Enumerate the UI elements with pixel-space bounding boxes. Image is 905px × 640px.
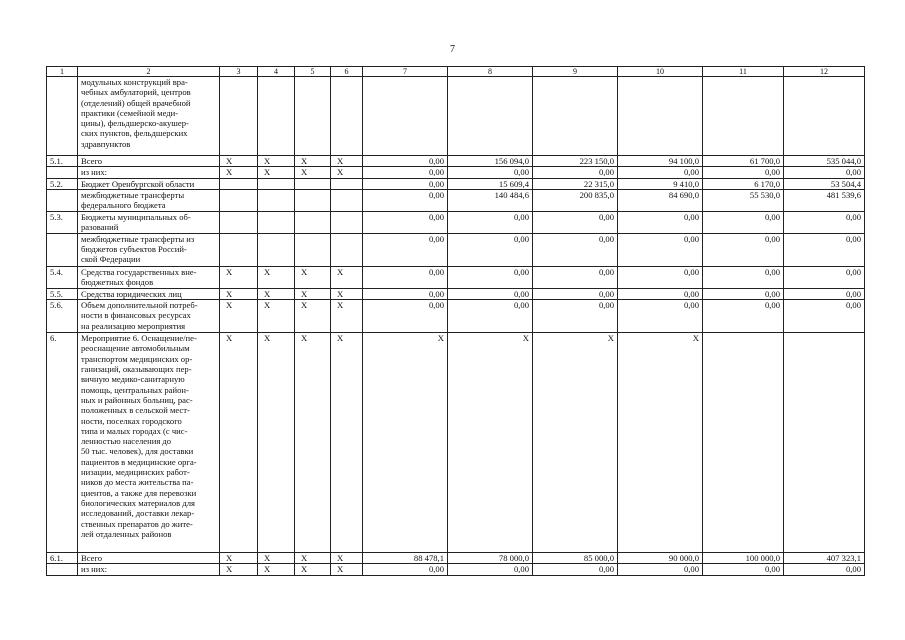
value-cell: 0,00 xyxy=(784,564,865,575)
value-cell: 0,00 xyxy=(363,178,448,189)
value-cell xyxy=(703,77,784,156)
value-cell: 85 000,0 xyxy=(533,553,618,564)
value-cell: 0,00 xyxy=(703,300,784,333)
row-number xyxy=(47,564,78,575)
mark-cell: X xyxy=(220,300,258,333)
value-cell: 0,00 xyxy=(363,156,448,167)
mark-cell xyxy=(331,233,363,266)
column-number: 4 xyxy=(258,67,295,77)
mark-cell: X xyxy=(295,288,331,299)
column-number: 11 xyxy=(703,67,784,77)
row-description: межбюджетные трансферты федерального бюджета xyxy=(78,189,220,211)
value-cell: X xyxy=(618,333,703,553)
value-cell xyxy=(363,77,448,156)
value-cell: 0,00 xyxy=(784,167,865,178)
value-cell: 0,00 xyxy=(703,167,784,178)
column-number: 5 xyxy=(295,67,331,77)
mark-cell: X xyxy=(258,553,295,564)
mark-cell: X xyxy=(220,288,258,299)
table-row xyxy=(47,178,865,189)
mark-cell: X xyxy=(220,156,258,167)
value-cell: 15 609,4 xyxy=(448,178,533,189)
mark-cell: X xyxy=(258,167,295,178)
table-row xyxy=(47,233,865,266)
value-cell: 0,00 xyxy=(448,266,533,288)
row-description: Всего xyxy=(78,156,220,167)
column-number: 1 xyxy=(47,67,78,77)
mark-cell xyxy=(220,178,258,189)
value-cell: 0,00 xyxy=(363,167,448,178)
row-number: 5.1. xyxy=(47,156,78,167)
row-number xyxy=(47,233,78,266)
mark-cell xyxy=(258,77,295,156)
value-cell: 0,00 xyxy=(363,564,448,575)
value-cell: 88 478,1 xyxy=(363,553,448,564)
table-row xyxy=(47,189,865,211)
value-cell: 0,00 xyxy=(784,233,865,266)
mark-cell: X xyxy=(295,564,331,575)
table-row xyxy=(47,167,865,178)
mark-cell xyxy=(331,189,363,211)
row-number: 6.1. xyxy=(47,553,78,564)
mark-cell xyxy=(220,233,258,266)
mark-cell: X xyxy=(295,553,331,564)
value-cell: 94 100,0 xyxy=(618,156,703,167)
value-cell: 0,00 xyxy=(784,266,865,288)
value-cell: 0,00 xyxy=(703,266,784,288)
value-cell: 0,00 xyxy=(533,233,618,266)
mark-cell xyxy=(220,77,258,156)
mark-cell: X xyxy=(258,564,295,575)
column-number: 10 xyxy=(618,67,703,77)
mark-cell: X xyxy=(295,266,331,288)
value-cell: 0,00 xyxy=(533,266,618,288)
value-cell: 0,00 xyxy=(618,288,703,299)
value-cell: 140 484,6 xyxy=(448,189,533,211)
mark-cell: X xyxy=(331,167,363,178)
mark-cell: X xyxy=(331,266,363,288)
value-cell: X xyxy=(448,333,533,553)
mark-cell: X xyxy=(220,266,258,288)
table-row xyxy=(47,553,865,564)
value-cell: 0,00 xyxy=(363,211,448,233)
value-cell xyxy=(533,77,618,156)
row-number: 6. xyxy=(47,333,78,553)
mark-cell xyxy=(295,233,331,266)
mark-cell xyxy=(295,77,331,156)
value-cell: 0,00 xyxy=(703,564,784,575)
value-cell: 84 690,0 xyxy=(618,189,703,211)
mark-cell: X xyxy=(331,333,363,553)
value-cell: 0,00 xyxy=(533,211,618,233)
mark-cell: X xyxy=(258,156,295,167)
value-cell: 0,00 xyxy=(618,233,703,266)
value-cell: 223 150,0 xyxy=(533,156,618,167)
value-cell: 0,00 xyxy=(533,288,618,299)
mark-cell: X xyxy=(258,266,295,288)
value-cell: 9 410,0 xyxy=(618,178,703,189)
column-number: 12 xyxy=(784,67,865,77)
mark-cell xyxy=(295,178,331,189)
value-cell: 0,00 xyxy=(448,564,533,575)
value-cell xyxy=(784,77,865,156)
mark-cell: X xyxy=(220,564,258,575)
value-cell xyxy=(448,77,533,156)
value-cell: 78 000,0 xyxy=(448,553,533,564)
budget-table xyxy=(46,66,865,576)
value-cell: 0,00 xyxy=(533,300,618,333)
row-number xyxy=(47,77,78,156)
row-description: Бюджет Оренбургской области xyxy=(78,178,220,189)
mark-cell xyxy=(258,178,295,189)
value-cell: 55 530,0 xyxy=(703,189,784,211)
mark-cell: X xyxy=(220,333,258,553)
value-cell: 0,00 xyxy=(363,288,448,299)
table-row xyxy=(47,300,865,333)
row-description: Бюджеты муниципальных об- разований xyxy=(78,211,220,233)
row-description: Средства юридических лиц xyxy=(78,288,220,299)
row-description: Средства государственных вне- бюджетных фондов xyxy=(78,266,220,288)
value-cell: 100 000,0 xyxy=(703,553,784,564)
mark-cell: X xyxy=(331,156,363,167)
mark-cell: X xyxy=(220,553,258,564)
value-cell: 0,00 xyxy=(618,266,703,288)
value-cell: 0,00 xyxy=(363,189,448,211)
column-number: 2 xyxy=(78,67,220,77)
table-row xyxy=(47,77,865,156)
value-cell xyxy=(784,333,865,553)
mark-cell xyxy=(331,77,363,156)
value-cell: 22 315,0 xyxy=(533,178,618,189)
mark-cell: X xyxy=(220,167,258,178)
row-number xyxy=(47,189,78,211)
value-cell: 0,00 xyxy=(363,233,448,266)
mark-cell: X xyxy=(258,333,295,553)
mark-cell xyxy=(331,178,363,189)
value-cell xyxy=(618,77,703,156)
row-description: Мероприятие 6. Оснащение/пе- реоснащение автомобильным транспортом медицинских ор- ганизаций, оказывающих пер- вичную медико-санитарную помощь, центральных район- ных и районных больниц, рас- положенных в сельской мест- ности, поселках городского типа и малых городах (с чис- ленностью населения до 50 тыс. человек), для доставки пациентов в медицинские орга- низации, медицинских работ- ников до места жительства па- циентов, а также для перевозки биологических материалов для исследований, доставки лекар- ственных препаратов до жите- лей отдаленных районов xyxy=(78,333,220,553)
mark-cell: X xyxy=(295,156,331,167)
value-cell: 0,00 xyxy=(703,211,784,233)
row-description: из них: xyxy=(78,564,220,575)
value-cell: 0,00 xyxy=(448,233,533,266)
page-number: 7 xyxy=(450,44,455,55)
value-cell: 6 170,0 xyxy=(703,178,784,189)
value-cell: 0,00 xyxy=(448,167,533,178)
mark-cell: X xyxy=(331,288,363,299)
mark-cell xyxy=(331,211,363,233)
value-cell: 0,00 xyxy=(533,564,618,575)
row-description: Объем дополнительной потреб- ности в финансовых ресурсах на реализацию мероприятия xyxy=(78,300,220,333)
mark-cell: X xyxy=(295,300,331,333)
value-cell: 535 044,0 xyxy=(784,156,865,167)
value-cell: 0,00 xyxy=(618,300,703,333)
value-cell: X xyxy=(363,333,448,553)
value-cell: 0,00 xyxy=(784,288,865,299)
mark-cell xyxy=(295,211,331,233)
value-cell: 0,00 xyxy=(363,266,448,288)
mark-cell: X xyxy=(295,333,331,553)
table-row xyxy=(47,266,865,288)
row-number: 5.3. xyxy=(47,211,78,233)
table-row xyxy=(47,564,865,575)
value-cell: 0,00 xyxy=(784,300,865,333)
table-row xyxy=(47,156,865,167)
column-number: 8 xyxy=(448,67,533,77)
value-cell: X xyxy=(533,333,618,553)
row-number xyxy=(47,167,78,178)
row-number: 5.4. xyxy=(47,266,78,288)
mark-cell: X xyxy=(258,288,295,299)
value-cell xyxy=(703,333,784,553)
row-description: межбюджетные трансферты из бюджетов субъектов Россий- ской Федерации xyxy=(78,233,220,266)
value-cell: 61 700,0 xyxy=(703,156,784,167)
column-number: 3 xyxy=(220,67,258,77)
value-cell: 0,00 xyxy=(363,300,448,333)
mark-cell: X xyxy=(331,553,363,564)
column-number: 9 xyxy=(533,67,618,77)
column-number: 7 xyxy=(363,67,448,77)
column-number: 6 xyxy=(331,67,363,77)
value-cell: 481 539,6 xyxy=(784,189,865,211)
row-description: из них: xyxy=(78,167,220,178)
value-cell: 0,00 xyxy=(533,167,618,178)
value-cell: 0,00 xyxy=(703,288,784,299)
mark-cell xyxy=(258,189,295,211)
row-number: 5.6. xyxy=(47,300,78,333)
value-cell: 0,00 xyxy=(784,211,865,233)
table-row xyxy=(47,211,865,233)
mark-cell xyxy=(258,233,295,266)
value-cell: 0,00 xyxy=(448,300,533,333)
mark-cell xyxy=(220,189,258,211)
row-number: 5.5. xyxy=(47,288,78,299)
value-cell: 0,00 xyxy=(618,564,703,575)
mark-cell xyxy=(220,211,258,233)
value-cell: 0,00 xyxy=(703,233,784,266)
value-cell: 53 504,4 xyxy=(784,178,865,189)
value-cell: 156 094,0 xyxy=(448,156,533,167)
value-cell: 0,00 xyxy=(618,211,703,233)
row-description: Всего xyxy=(78,553,220,564)
value-cell: 90 000,0 xyxy=(618,553,703,564)
mark-cell: X xyxy=(331,564,363,575)
value-cell: 407 323,1 xyxy=(784,553,865,564)
row-number: 5.2. xyxy=(47,178,78,189)
mark-cell xyxy=(258,211,295,233)
row-description: модульных конструкций вра- чебных амбулаторий, центров (отделений) общей врачебной практики (семейной меди- цины), фельдшерско-акушер- ских пунктов, фельдшерских здравпунктов xyxy=(78,77,220,156)
table-row xyxy=(47,288,865,299)
mark-cell xyxy=(295,189,331,211)
mark-cell: X xyxy=(258,300,295,333)
mark-cell: X xyxy=(331,300,363,333)
mark-cell: X xyxy=(295,167,331,178)
value-cell: 0,00 xyxy=(618,167,703,178)
value-cell: 0,00 xyxy=(448,288,533,299)
header-row xyxy=(47,67,865,77)
value-cell: 0,00 xyxy=(448,211,533,233)
table-row xyxy=(47,333,865,553)
value-cell: 200 835,0 xyxy=(533,189,618,211)
